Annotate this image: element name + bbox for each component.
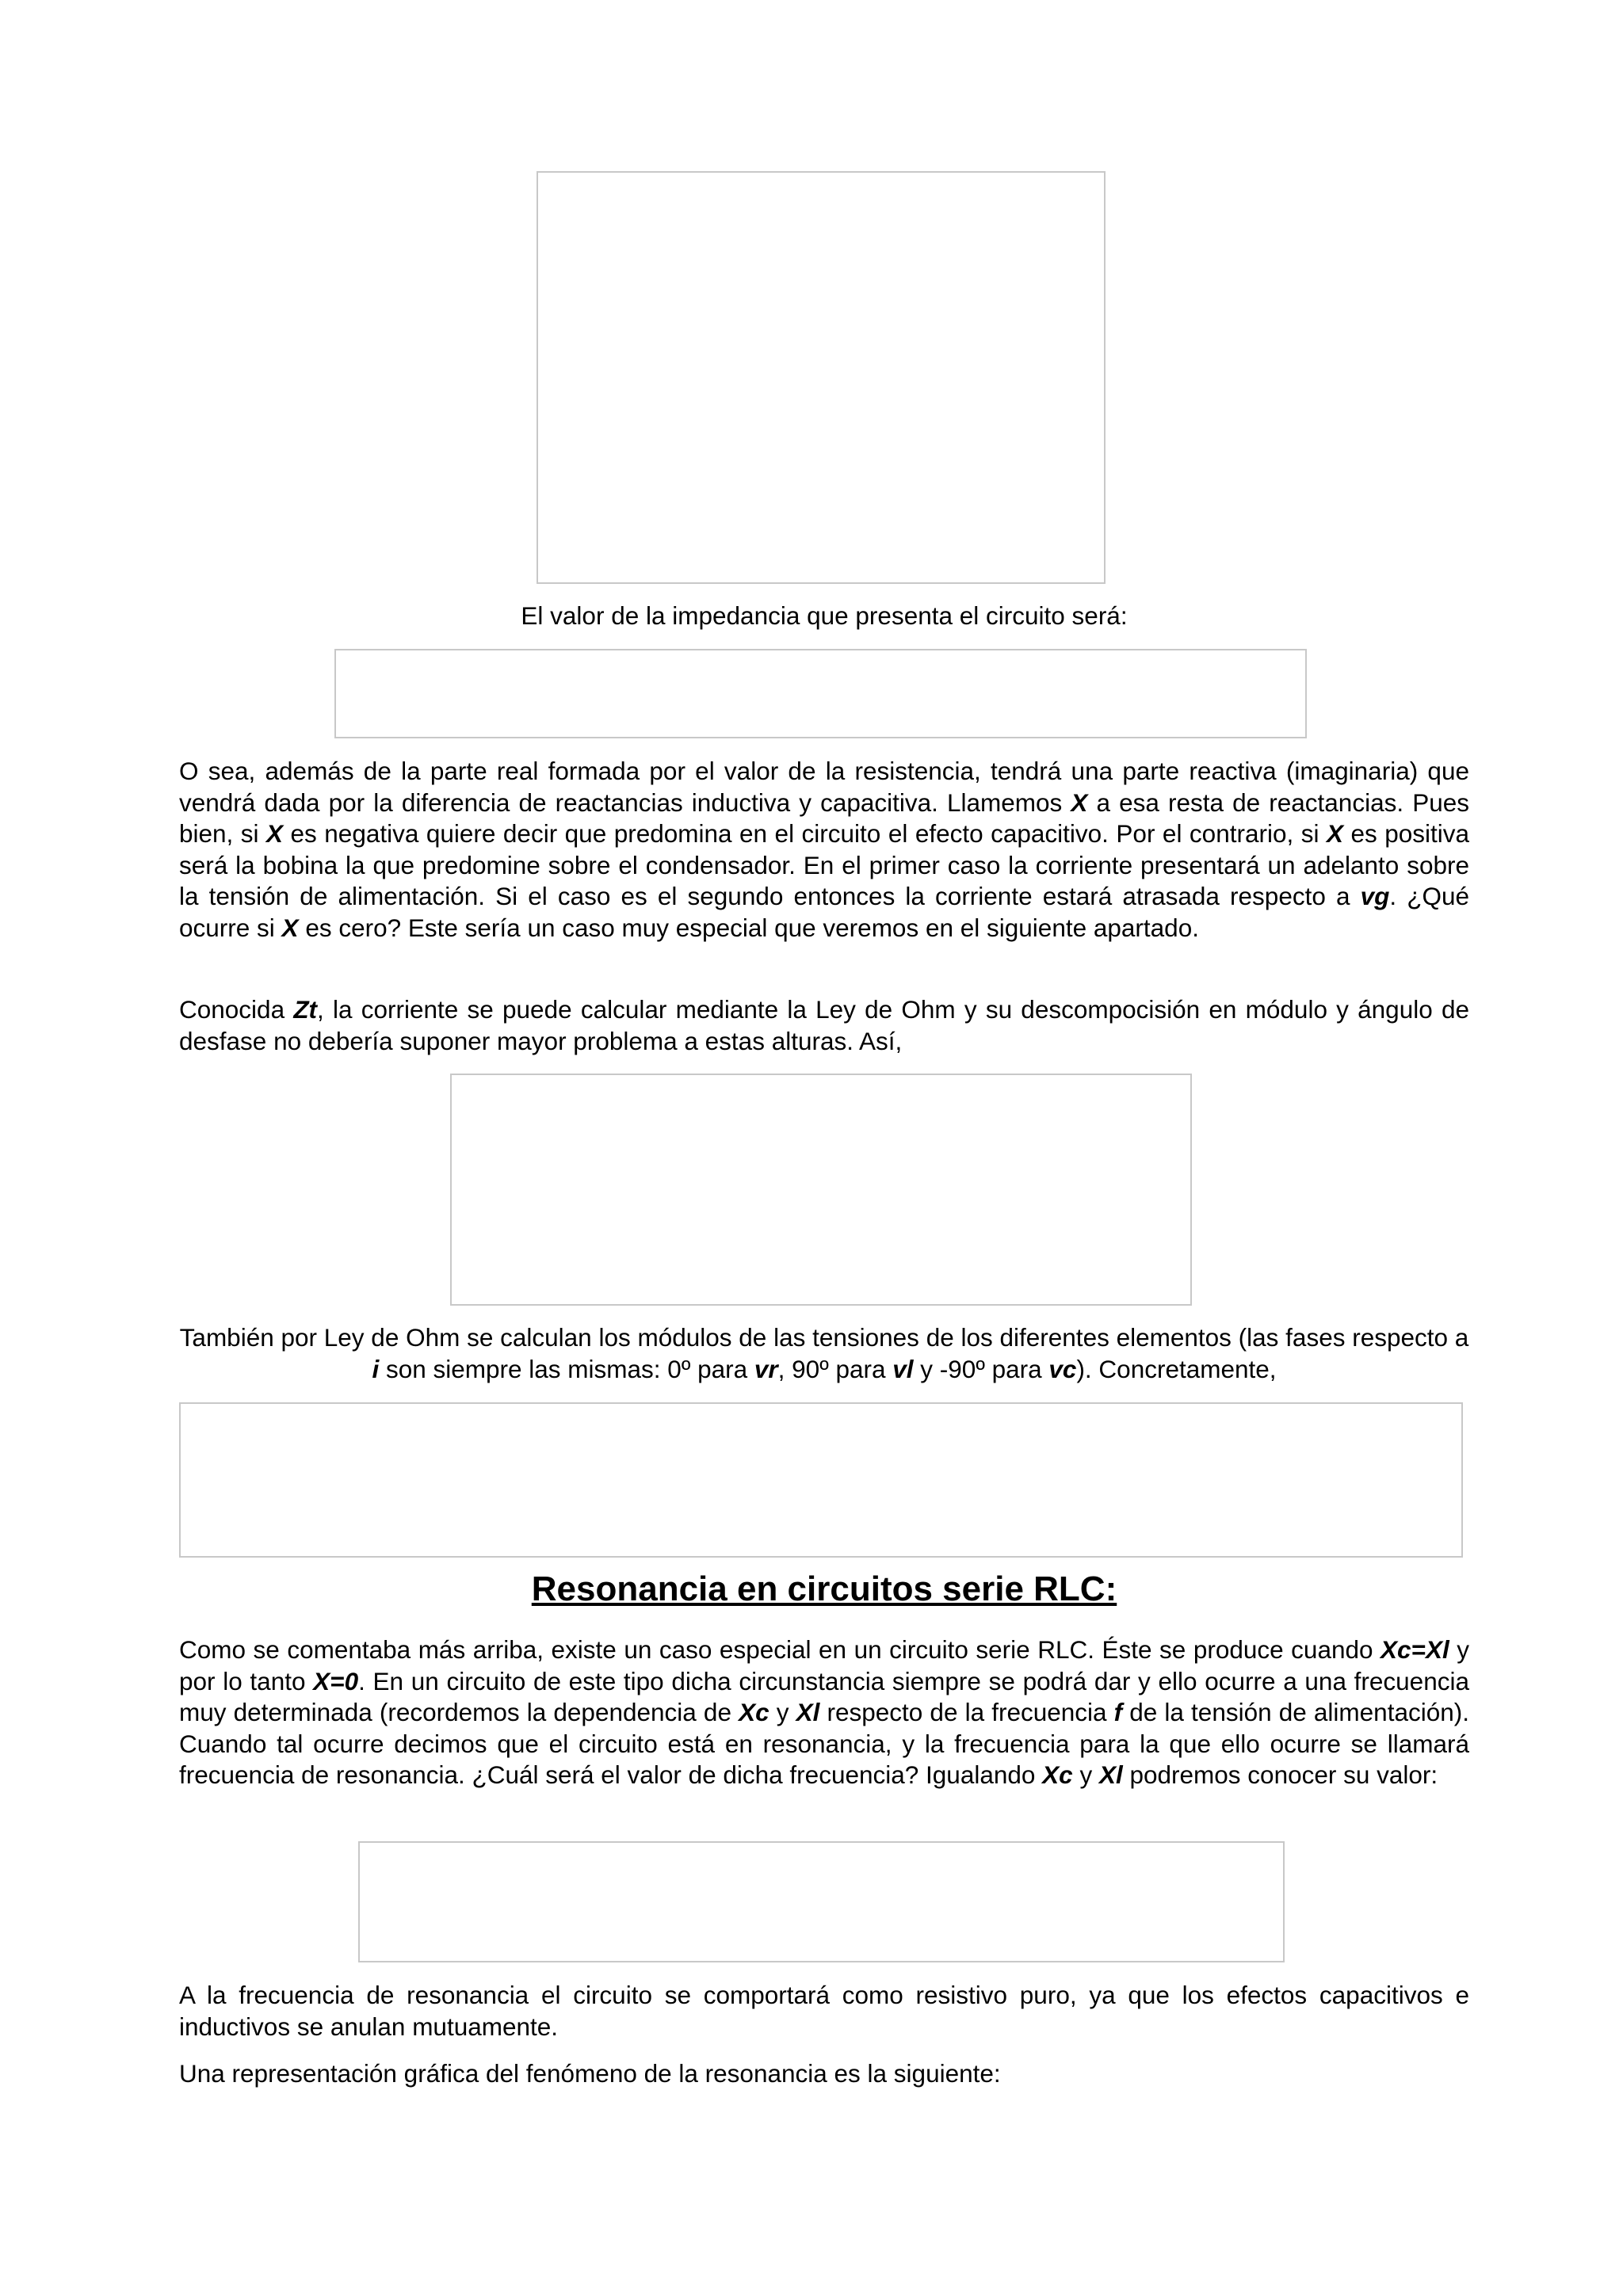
emphasis: [293, 995, 317, 1024]
paragraph-current: [179, 994, 1469, 1057]
emphasized-term: f: [1113, 1698, 1123, 1727]
text-run: es positiva será la bobina la que predomine sobre el condensador. En el primer caso la corriente presentará un adelanto sobre la tensión de alimentación. Si el caso es el segundo entonces la corriente estará atrasada respecto a: [179, 819, 1470, 911]
emphasis: [1071, 788, 1087, 817]
text-run: y -90º para: [913, 1354, 1049, 1383]
text-run: También por Ley de Ohm se calculan los módulos de las tensiones de los diferentes elementos (las fases respecto a: [179, 1323, 1469, 1352]
emphasis: [1114, 1698, 1123, 1726]
section-heading-resonancia: Resonancia en circuitos serie RLC:: [531, 1569, 1117, 1608]
emphasized-term: Xc: [1042, 1760, 1073, 1790]
emphasis: [892, 1355, 913, 1383]
emphasized-term: X: [266, 819, 284, 849]
emphasis: [313, 1667, 358, 1695]
emphasized-term: vc: [1048, 1354, 1077, 1383]
emphasized-term: Xc=Xl: [1381, 1635, 1449, 1664]
text-run: y por lo tanto: [179, 1635, 1469, 1695]
text-run: . En un circuito de este tipo dicha circunstancia siempre se podrá dar y ello ocurre a una frecuencia muy determinada (recordemos la dependencia de: [179, 1666, 1469, 1727]
emphasized-term: Xl: [1098, 1760, 1123, 1790]
emphasis: [1327, 819, 1343, 848]
emphasized-term: vr: [754, 1354, 778, 1383]
text-run: y: [1072, 1760, 1099, 1790]
text-run: es cero? Este sería un caso muy especial que veremos en el siguiente apartado.: [298, 913, 1199, 942]
text-run: . ¿Qué ocurre si: [179, 882, 1469, 942]
emphasized-term: Zt: [293, 995, 318, 1024]
emphasized-term: Xl: [796, 1698, 820, 1727]
emphasis: [739, 1698, 769, 1726]
text-run: ). Concretamente,: [1076, 1354, 1277, 1383]
emphasis: [1048, 1355, 1076, 1383]
emphasized-term: Xc: [739, 1698, 769, 1727]
emphasis: [1042, 1760, 1073, 1789]
paragraph-voltages: [179, 1322, 1469, 1385]
text-run: a esa resta de reactancias. Pues bien, si: [179, 788, 1469, 849]
text-run: Como se comentaba más arriba, existe un caso especial en un circuito serie RLC. Éste se produce cuando: [179, 1635, 1381, 1664]
paragraph-graphic-representation: Una representación gráfica del fenómeno de la resonancia es la siguiente:: [179, 2059, 1001, 2088]
impedance-caption: El valor de la impedancia que presenta el circuito será:: [521, 601, 1128, 630]
current-formula-placeholder: [450, 1074, 1192, 1306]
text-run: y: [769, 1698, 796, 1727]
emphasis: [282, 913, 299, 942]
impedance-formula-placeholder: [334, 649, 1307, 738]
emphasized-term: X=0: [313, 1666, 359, 1695]
circuit-figure-placeholder: [537, 171, 1106, 584]
emphasis: [796, 1698, 820, 1726]
resonance-formula-placeholder: [358, 1841, 1285, 1962]
text-run: , la corriente se puede calcular mediante la Ley de Ohm y su descompocisión en módulo y ángulo de desfase no debería suponer mayor problema a estas alturas. Así,: [179, 995, 1469, 1055]
emphasized-term: vl: [892, 1354, 914, 1383]
paragraph-resonance: [179, 1634, 1469, 1791]
emphasis: [266, 819, 283, 848]
text-run: Conocida: [179, 995, 294, 1024]
text-run: podremos conocer su valor:: [1122, 1760, 1438, 1790]
emphasized-term: vg: [1360, 882, 1390, 911]
text-run: es negativa quiere decir que predomina en el circuito el efecto capacitivo. Por el contrario, si: [283, 819, 1327, 849]
emphasis: [754, 1355, 778, 1383]
emphasized-term: X: [1071, 788, 1088, 817]
paragraph-reactance: [179, 756, 1469, 944]
emphasized-term: X: [1326, 819, 1343, 849]
text-run: de la tensión de alimentación). Cuando tal ocurre decimos que el circuito está en resonancia, y la frecuencia para la que ello ocurre se llamará frecuencia de resonancia. ¿Cuál será el valor de dicha frecuencia? Igualando: [179, 1698, 1469, 1790]
emphasized-term: i: [372, 1354, 380, 1383]
emphasis: [1381, 1635, 1449, 1664]
text-run: respecto de la frecuencia: [819, 1698, 1114, 1727]
text-run: son siempre las mismas: 0º para: [379, 1354, 754, 1383]
emphasis: [1099, 1760, 1123, 1789]
voltages-formula-placeholder: [179, 1402, 1463, 1558]
paragraph-pure-resistive: A la frecuencia de resonancia el circuito se comportará como resistivo puro, ya que los efectos capacitivos e inductivos se anulan mutuamente.: [179, 1981, 1469, 2041]
emphasized-term: X: [281, 913, 299, 942]
emphasis: [1361, 882, 1390, 910]
emphasis: [372, 1355, 379, 1383]
text-run: , 90º para: [777, 1354, 893, 1383]
text-run: O sea, además de la parte real formada por el valor de la resistencia, tendrá una parte reactiva (imaginaria) que vendrá dada por la diferencia de reactancias inductiva y capacitiva. Llamemos: [179, 757, 1469, 817]
